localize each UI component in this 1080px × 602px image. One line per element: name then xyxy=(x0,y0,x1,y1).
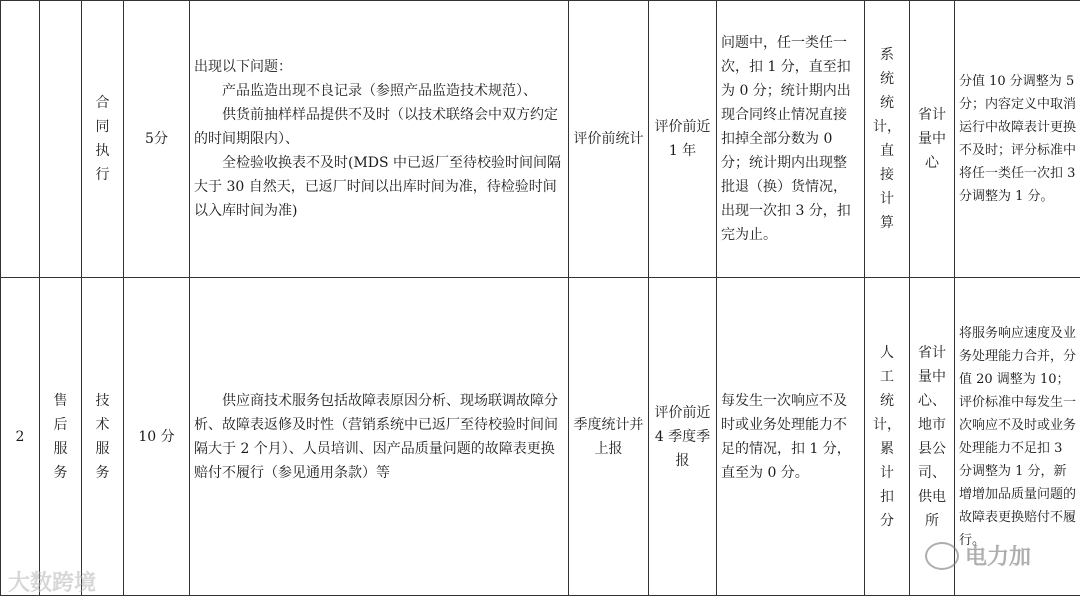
content-cell xyxy=(190,278,569,596)
period-cell: 评价前近 4 季度季报 xyxy=(649,278,717,596)
eval-method-cell: 季度统计并上报 xyxy=(569,278,649,596)
content-line: 产品监造出现不良记录（参照产品监造技术规范）、 xyxy=(222,83,537,99)
remark-cell: 分值 10 分调整为 5 分；内容定义中取消运行中故障表计更换不及时；评分标准中将任一类任一次扣 3 分调整为 1 分。 xyxy=(955,1,1080,278)
category-cell: 售 后 服 务 xyxy=(40,278,82,596)
calc-cell: 人 工 统 计， 累 计 扣 分 xyxy=(865,278,910,596)
standard-cell: 问题中，任一类任一次，扣 1 分，直至扣为 0 分；统计期内出现合同终止情况直接扣掉全部分数为 0 分；统计期内出现整批退（换）货情况，出现一次扣 3 分，扣完为止。 xyxy=(717,1,865,278)
item-cell: 合 同 执 行 xyxy=(82,1,124,278)
remark-cell: 将服务响应速度及业务处理能力合并，分值 20 调整为 10；评价标准中每发生一次响应不及时或业务处理能力不足扣 3 分调整为 1 分，新增增加品质量问题的故障表更换赔付不履行。 xyxy=(955,278,1080,596)
score-cell: 5分 xyxy=(124,1,190,278)
calc-cell: 系 统 统 计， 直 接 计 算 xyxy=(865,1,910,278)
content-line: 供货前抽样样品提供不及时（以技术联络会中双方约定的时间期限内）、 xyxy=(194,107,558,147)
content-line: 供应商技术服务包括故障表原因分析、现场联调故障分析、故障表返修及时性（营销系统中已返厂至待校验时间间隔大于 2 个月）、人员培训、因产品质量问题的故障表更换赔付不履行（参见通用条款）等 xyxy=(194,392,558,481)
standard-cell: 每发生一次响应不及时或业务处理能力不足的情况，扣 1 分，直至为 0 分。 xyxy=(717,278,865,596)
row-number: 2 xyxy=(1,278,40,596)
table-row xyxy=(1,278,1080,596)
content-line: 全检验收换表不及时(MDS 中已返厂至待校验时间间隔大于 30 自然天，已返厂时间以出库时间为准，待检验时间以入库时间为准) xyxy=(194,155,562,219)
category-cell xyxy=(40,1,82,278)
content-cell xyxy=(190,1,569,278)
score-cell: 10 分 xyxy=(124,278,190,596)
eval-method-cell: 评价前统计 xyxy=(569,1,649,278)
dept-cell: 省计 量中 心、 地市 县公 司、 供电 所 xyxy=(910,278,955,596)
dept-cell: 省计 量中 心 xyxy=(910,1,955,278)
table-row xyxy=(1,1,1080,278)
item-cell: 技 术 服 务 xyxy=(82,278,124,596)
content-line: 出现以下问题： xyxy=(194,59,292,75)
watermark-right-text: 电力加 xyxy=(965,545,1032,570)
watermark-left: 大数跨境 xyxy=(8,571,97,596)
period-cell: 评价前近 1 年 xyxy=(649,1,717,278)
row-number xyxy=(1,1,40,278)
